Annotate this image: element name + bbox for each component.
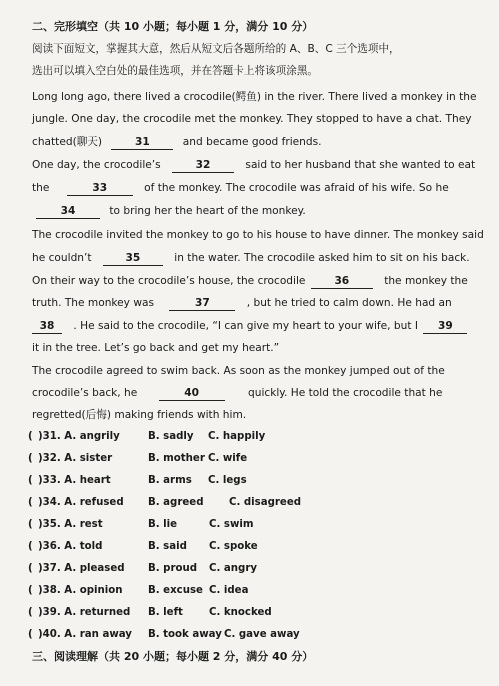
option-a: )31. A. angrily xyxy=(38,431,120,442)
option-c: C. gave away xyxy=(224,629,300,640)
passage-text: to bring her the heart of the monkey. xyxy=(109,205,306,217)
option-a: )40. A. ran away xyxy=(38,629,132,640)
option-c: C. swim xyxy=(209,519,254,530)
passage-text: and became good friends. xyxy=(182,136,322,148)
option-a: )32. A. sister xyxy=(38,453,113,464)
option-c: C. angry xyxy=(209,563,257,574)
passage-line-5 xyxy=(32,181,449,196)
passage-line-1: Long long ago, there lived a crocodile(鳄鱼) in the river. There lived a monkey in the xyxy=(32,91,477,103)
passage-line-7: The crocodile invited the monkey to go to his house to have dinner. The monkey said xyxy=(32,229,484,241)
passage-text: truth. The monkey was xyxy=(32,297,154,309)
option-b: B. sadly xyxy=(148,431,194,442)
option-a: )34. A. refused xyxy=(38,497,124,508)
blank-35: 35 xyxy=(103,251,163,266)
option-c: C. wife xyxy=(208,453,248,464)
passage-text: One day, the crocodile’s xyxy=(32,159,161,171)
passage-text: said to her husband that she wanted to eat xyxy=(245,159,476,171)
passage-line-6 xyxy=(32,204,306,219)
passage-text: . He said to the crocodile, “I can give my heart to your wife, but I xyxy=(73,320,418,332)
passage-text: the monkey the xyxy=(384,275,468,287)
option-paren: ( xyxy=(28,585,33,596)
option-c: C. disagreed xyxy=(229,497,302,508)
option-b: B. left xyxy=(148,607,183,618)
option-paren: ( xyxy=(28,541,33,552)
option-b: B. arms xyxy=(148,475,192,486)
option-a: )39. A. returned xyxy=(38,607,131,618)
passage-text: of the monkey. The crocodile was afraid of his wife. So he xyxy=(144,182,449,194)
blank-40: 40 xyxy=(159,386,225,401)
option-b: B. excuse xyxy=(148,585,203,596)
section-2-heading: 二、完形填空（共 10 小题；每小题 1 分，满分 10 分） xyxy=(32,20,314,33)
option-a: )35. A. rest xyxy=(38,519,103,530)
blank-38: 38 xyxy=(32,319,62,334)
option-b: B. lie xyxy=(148,519,178,530)
option-paren: ( xyxy=(28,607,33,618)
passage-text: he couldn’t xyxy=(32,252,92,264)
option-a: )36. A. told xyxy=(38,541,103,552)
passage-line-4 xyxy=(32,158,475,173)
option-a: )38. A. opinion xyxy=(38,585,123,596)
passage-text: the xyxy=(32,182,50,194)
option-a: )37. A. pleased xyxy=(38,563,125,574)
option-c: C. knocked xyxy=(209,607,272,618)
section-2-instructions-line-2: 选出可以填入空白处的最佳选项，并在答题卡上将该项涂黑。 xyxy=(32,65,319,77)
option-a: )33. A. heart xyxy=(38,475,111,486)
section-3-heading: 三、阅读理解（共 20 小题；每小题 2 分，满分 40 分） xyxy=(32,650,314,663)
blank-32: 32 xyxy=(172,158,234,173)
passage-text: in the water. The crocodile asked him to sit on his back. xyxy=(174,252,470,264)
option-b: B. said xyxy=(148,541,187,552)
blank-36: 36 xyxy=(311,274,373,289)
option-c: C. legs xyxy=(208,475,247,486)
passage-text: crocodile’s back, he xyxy=(32,387,138,399)
option-paren: ( xyxy=(28,629,33,640)
option-b: B. took away xyxy=(148,629,222,640)
passage-text: , but he tried to calm down. He had an xyxy=(246,297,452,309)
blank-34: 34 xyxy=(36,204,100,219)
option-paren: ( xyxy=(28,475,33,486)
option-paren: ( xyxy=(28,563,33,574)
option-paren: ( xyxy=(28,497,33,508)
passage-line-14 xyxy=(32,386,442,401)
passage-text: On their way to the crocodile’s house, the crocodile xyxy=(32,275,306,287)
blank-37: 37 xyxy=(169,296,235,311)
blank-31: 31 xyxy=(111,135,173,150)
passage-text: quickly. He told the crocodile that he xyxy=(248,387,443,399)
passage-line-10 xyxy=(32,296,452,311)
passage-line-3 xyxy=(32,135,322,150)
passage-line-2: jungle. One day, the crocodile met the monkey. They stopped to have a chat. They xyxy=(32,113,472,125)
option-paren: ( xyxy=(28,453,33,464)
blank-39: 39 xyxy=(423,319,467,334)
option-b: B. proud xyxy=(148,563,198,574)
section-2-instructions-line-1: 阅读下面短文，掌握其大意，然后从短文后各题所给的 A、B、C 三个选项中， xyxy=(32,43,400,55)
option-paren: ( xyxy=(28,431,33,442)
passage-line-12: it in the tree. Let’s go back and get my heart.” xyxy=(32,342,280,354)
option-b: B. agreed xyxy=(148,497,204,508)
option-c: C. spoke xyxy=(209,541,258,552)
option-b: B. mother xyxy=(148,453,205,464)
option-c: C. happily xyxy=(208,431,266,442)
passage-line-15: regretted(后悔) making friends with him. xyxy=(32,409,247,421)
passage-line-9 xyxy=(32,274,468,289)
passage-text: chatted(聊天) xyxy=(32,136,103,148)
passage-line-13: The crocodile agreed to swim back. As soon as the monkey jumped out of the xyxy=(32,365,445,377)
passage-line-11 xyxy=(32,319,467,334)
passage-line-8 xyxy=(32,251,470,266)
blank-33: 33 xyxy=(67,181,133,196)
option-paren: ( xyxy=(28,519,33,530)
option-c: C. idea xyxy=(209,585,249,596)
